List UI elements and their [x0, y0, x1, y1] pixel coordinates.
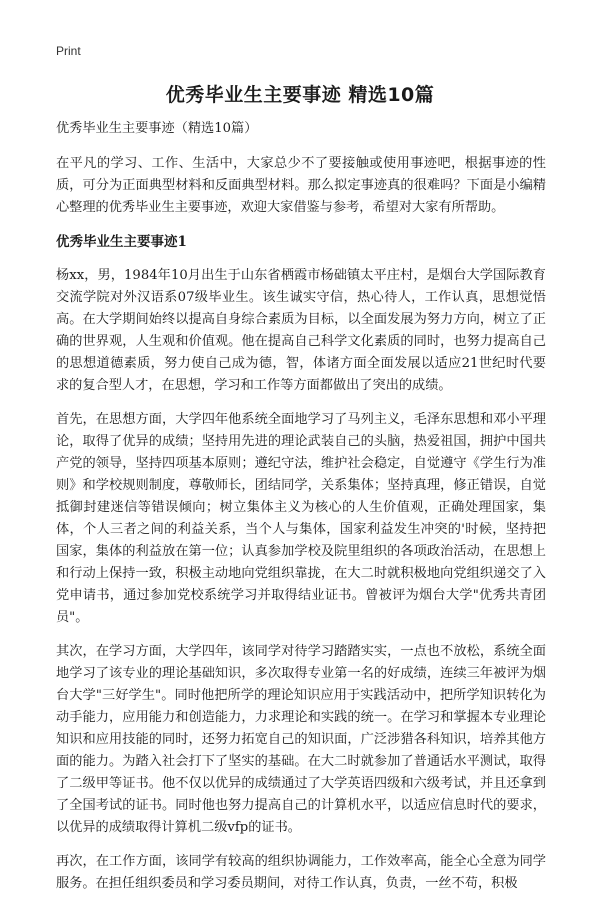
- document-subtitle: 优秀毕业生主要事迹（精选10篇）: [56, 121, 258, 136]
- body-paragraph: 再次，在工作方面，该同学有较高的组织协调能力，工作效率高，能全心全意为同学服务。在担任组织委员和学习委员期间，对待工作认真，负责，一丝不苟，积极: [56, 854, 546, 891]
- body-paragraph: 首先，在思想方面，大学四年他系统全面地学习了马列主义，毛泽东思想和邓小平理论，取得了优异的成绩；坚持用先进的理论武装自己的头脑，热爱祖国，拥护中国共产党的领导，坚持四项基本原则；遵纪守法，维护社会稳定，自觉遵守《学生行为准则》和学校规则制度，尊敬师长，团结同学，关系集体；坚持真理，修正错误，自觉抵御封建迷信等错误倾向；树立集体主义为核心的人生价值观，正确处理国家，集体，个人三者之间的利益关系，当个人与集体，国家利益发生冲突的'时候，坚持把国家，集体的利益放在第一位；认真参加学校及院里组织的各项政治活动，在思想上和行动上保持一致，积极主动地向党组织靠拢，在大二时就积极地向党组织递交了入党申请书，通过参加党校系统学习并取得结业证书。曾被评为烟台大学"优秀共青团员"。: [56, 412, 546, 625]
- document-title: 优秀毕业生主要事迹 精选10篇: [165, 84, 435, 106]
- document-body: [56, 118, 546, 907]
- intro-paragraph: 在平凡的学习、工作、生活中，大家总少不了要接触或使用事迹吧，根据事迹的性质，可分为正面典型材料和反面典型材料。那么拟定事迹真的很难吗？下面是小编精心整理的优秀毕业生主要事迹，欢迎大家借鉴与参考，希望对大家有所帮助。: [56, 156, 546, 215]
- body-paragraph: 其次，在学习方面，大学四年，该同学对待学习踏踏实实，一点也不放松，系统全面地学习了该专业的理论基础知识，多次取得专业第一名的好成绩，连续三年被评为烟台大学"三好学生"。同时他把所学的理论知识应用于实践活动中，把所学知识转化为动手能力，应用能力和创造能力，力求理论和实践的统一。在学习和掌握本专业理论知识和应用技能的同时，还努力拓宽自己的知识面，广泛涉猎各科知识，培养其他方面的能力。为踏入社会打下了坚实的基础。在大二时就参加了普通话水平测试，取得了二级甲等证书。他不仅以优异的成绩通过了大学英语四级和六级考试，并且还拿到了全国考试的证书。同时他也努力提高自己的计算机水平，以适应信息时代的要求，以优异的成绩取得计算机二级vfp的证书。: [56, 644, 546, 835]
- section-heading: 优秀毕业生主要事迹1: [56, 234, 187, 250]
- body-paragraph: 杨xx，男，1984年10月出生于山东省栖霞市杨础镇太平庄村，是烟台大学国际教育交流学院对外汉语系07级毕业生。该生诚实守信，热心待人，工作认真，思想觉悟高。在大学期间始终以提高自身综合素质为目标，以全面发展为努力方向，树立了正确的世界观，人生观和价值观。他在提高自己科学文化素质的同时，也努力提高自己的思想道德素质，努力使自己成为德，智，体诸方面全面发展以适应21世纪时代要求的复合型人才，在思想，学习和工作等方面都做出了突出的成绩。: [56, 268, 546, 393]
- print-link[interactable]: Print: [56, 44, 81, 58]
